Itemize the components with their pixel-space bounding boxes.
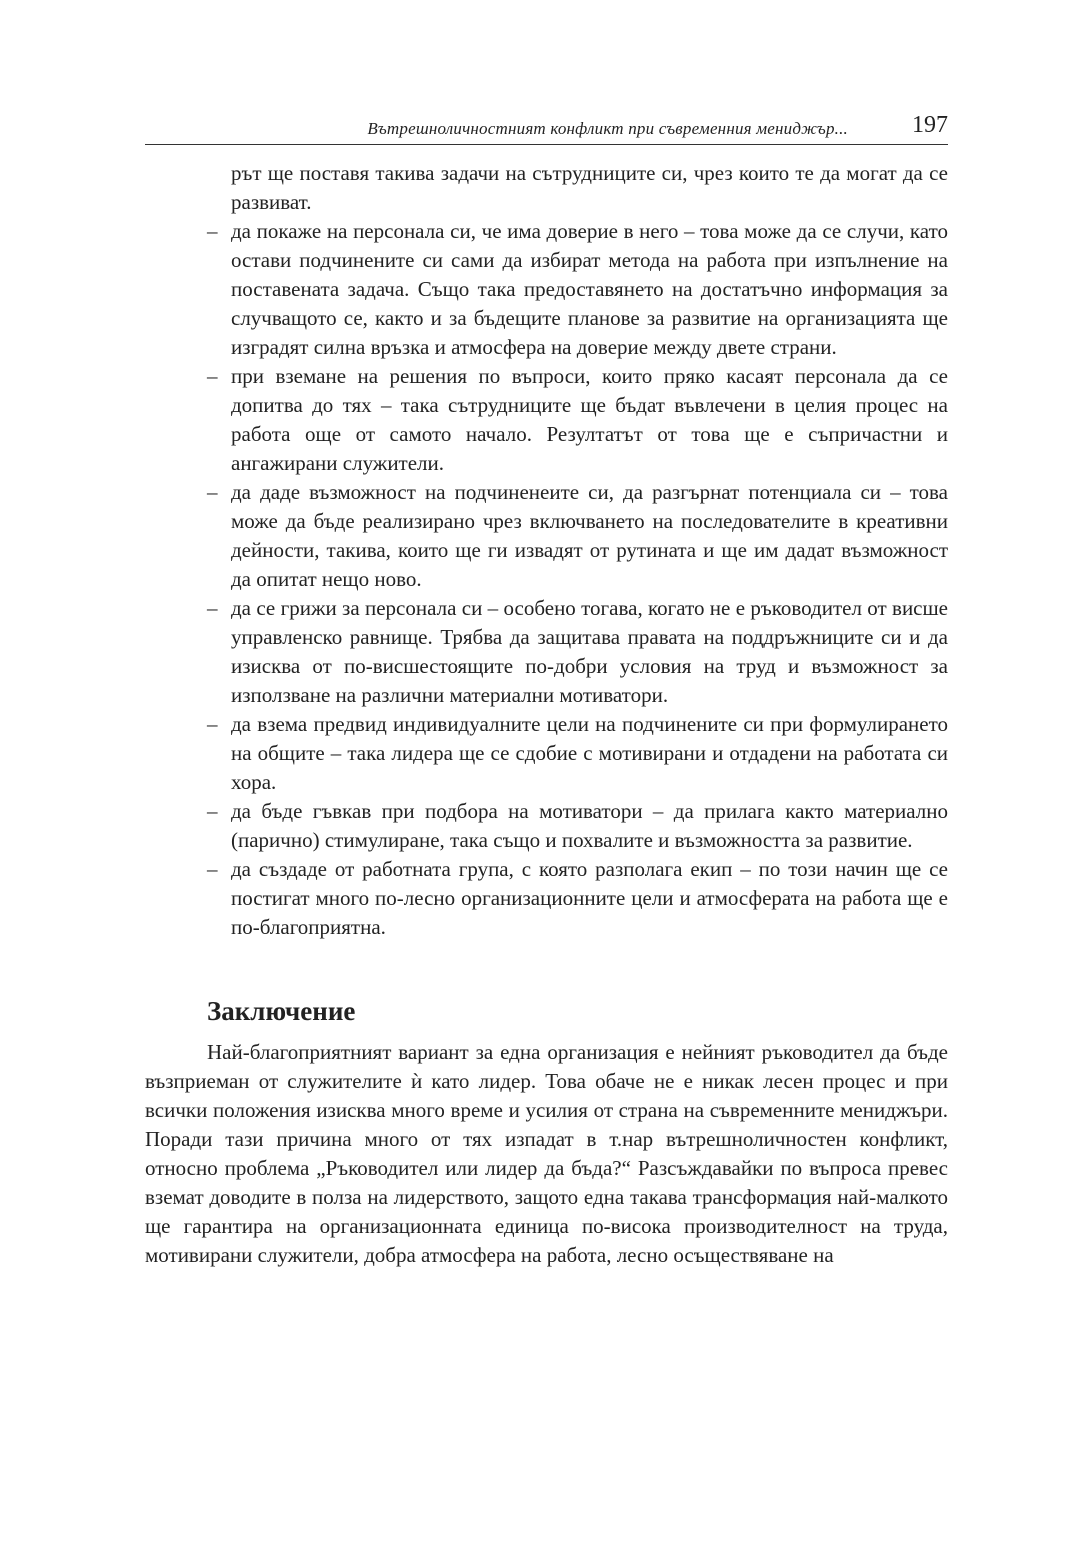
list-item-text: да взема предвид индивидуалните цели на подчинените си при формулирането на общите – така лидера ще се сдобие с мотивирани и отдадени на работата си хора.	[231, 712, 948, 794]
running-header-title: Вътрешноличностният конфликт при съвременния мениджър...	[367, 119, 848, 138]
list-item	[145, 594, 948, 710]
recommendations-list	[145, 217, 948, 942]
list-item	[145, 362, 948, 478]
list-item-text: да покаже на персонала си, че има доверие в него – това може да се случи, като остави подчинените си сами да избират метода на работа при изпълнение на поставената задача. Също така предоставянето на достатъчно информация за случващото се, както и за бъдещите планове за развитие на организацията ще изградят силна връзка и атмосфера на доверие между двете страни.	[231, 219, 948, 359]
list-dash: –	[207, 364, 218, 388]
list-item-text: да се грижи за персонала си – особено тогава, когато не е ръководител от висше управленско равнище. Трябва да защитава правата на поддръжниците си и да изисква от по-висшестоящите по-добри условия на труд и възможност за използване на различни материални мотиватори.	[231, 596, 948, 707]
list-item-text: да създаде от работната група, с която разполага екип – по този начин ще се постигат много по-лесно организационните цели и атмосферата на работа ще е по-благоприятна.	[231, 857, 948, 939]
list-dash: –	[207, 596, 218, 620]
list-item	[145, 710, 948, 797]
conclusion-paragraph: Най-благоприятният вариант за една организация е нейният ръководител да бъде възприеман от служителите ѝ като лидер. Това обаче не е никак лесен процес и при всички положения изисква много време и усилия от страна на съвременните мениджъри. Поради тази причина много от тях изпадат в т.нар вътрешноличностен конфликт, относно проблема „Ръководител или лидер да бъда?“ Разсъждавайки по въпроса превес вземат доводите в полза на лидерството, защото една такава трансформация най-малкото ще гарантира на организационната единица по-висока производителност на труда, мотивирани служители, добра атмосфера на работа, лесно осъществяване на	[145, 1040, 948, 1267]
list-item-text: да даде възможност на подчиненеите си, да разгърнат потенциала си – това може да бъде реализирано чрез включването на последователите в креативни дейности, такива, които ще ги извадят от рутината и ще им дадат възможност да опитат нещо ново.	[231, 480, 948, 591]
list-item-text: при вземане на решения по въпроси, които пряко касаят персонала да се допитва до тях – така сътрудниците ще бъдат въвлечени в целия процес на работа още от самото начало. Резултатът от това ще е съпричастни и ангажирани служители.	[231, 364, 948, 475]
list-dash: –	[207, 799, 218, 823]
running-header	[145, 112, 948, 145]
list-item	[145, 855, 948, 942]
list-item-text: да бъде гъвкав при подбора на мотиватори – да прилага както материално (парично) стимулиране, така също и похвалите и възможността за развитие.	[231, 799, 948, 852]
list-item	[145, 478, 948, 594]
list-dash: –	[207, 480, 218, 504]
list-item	[145, 797, 948, 855]
body-text	[145, 159, 948, 1270]
list-item	[145, 217, 948, 362]
continued-paragraph: рът ще поставя такива задачи на сътрудниците си, чрез които те да могат да се развиват.	[231, 161, 948, 214]
page-number: 197	[912, 112, 948, 138]
page	[145, 112, 948, 1270]
list-dash: –	[207, 219, 218, 243]
list-dash: –	[207, 857, 218, 881]
list-dash: –	[207, 712, 218, 736]
section-heading: Заключение	[207, 996, 356, 1026]
